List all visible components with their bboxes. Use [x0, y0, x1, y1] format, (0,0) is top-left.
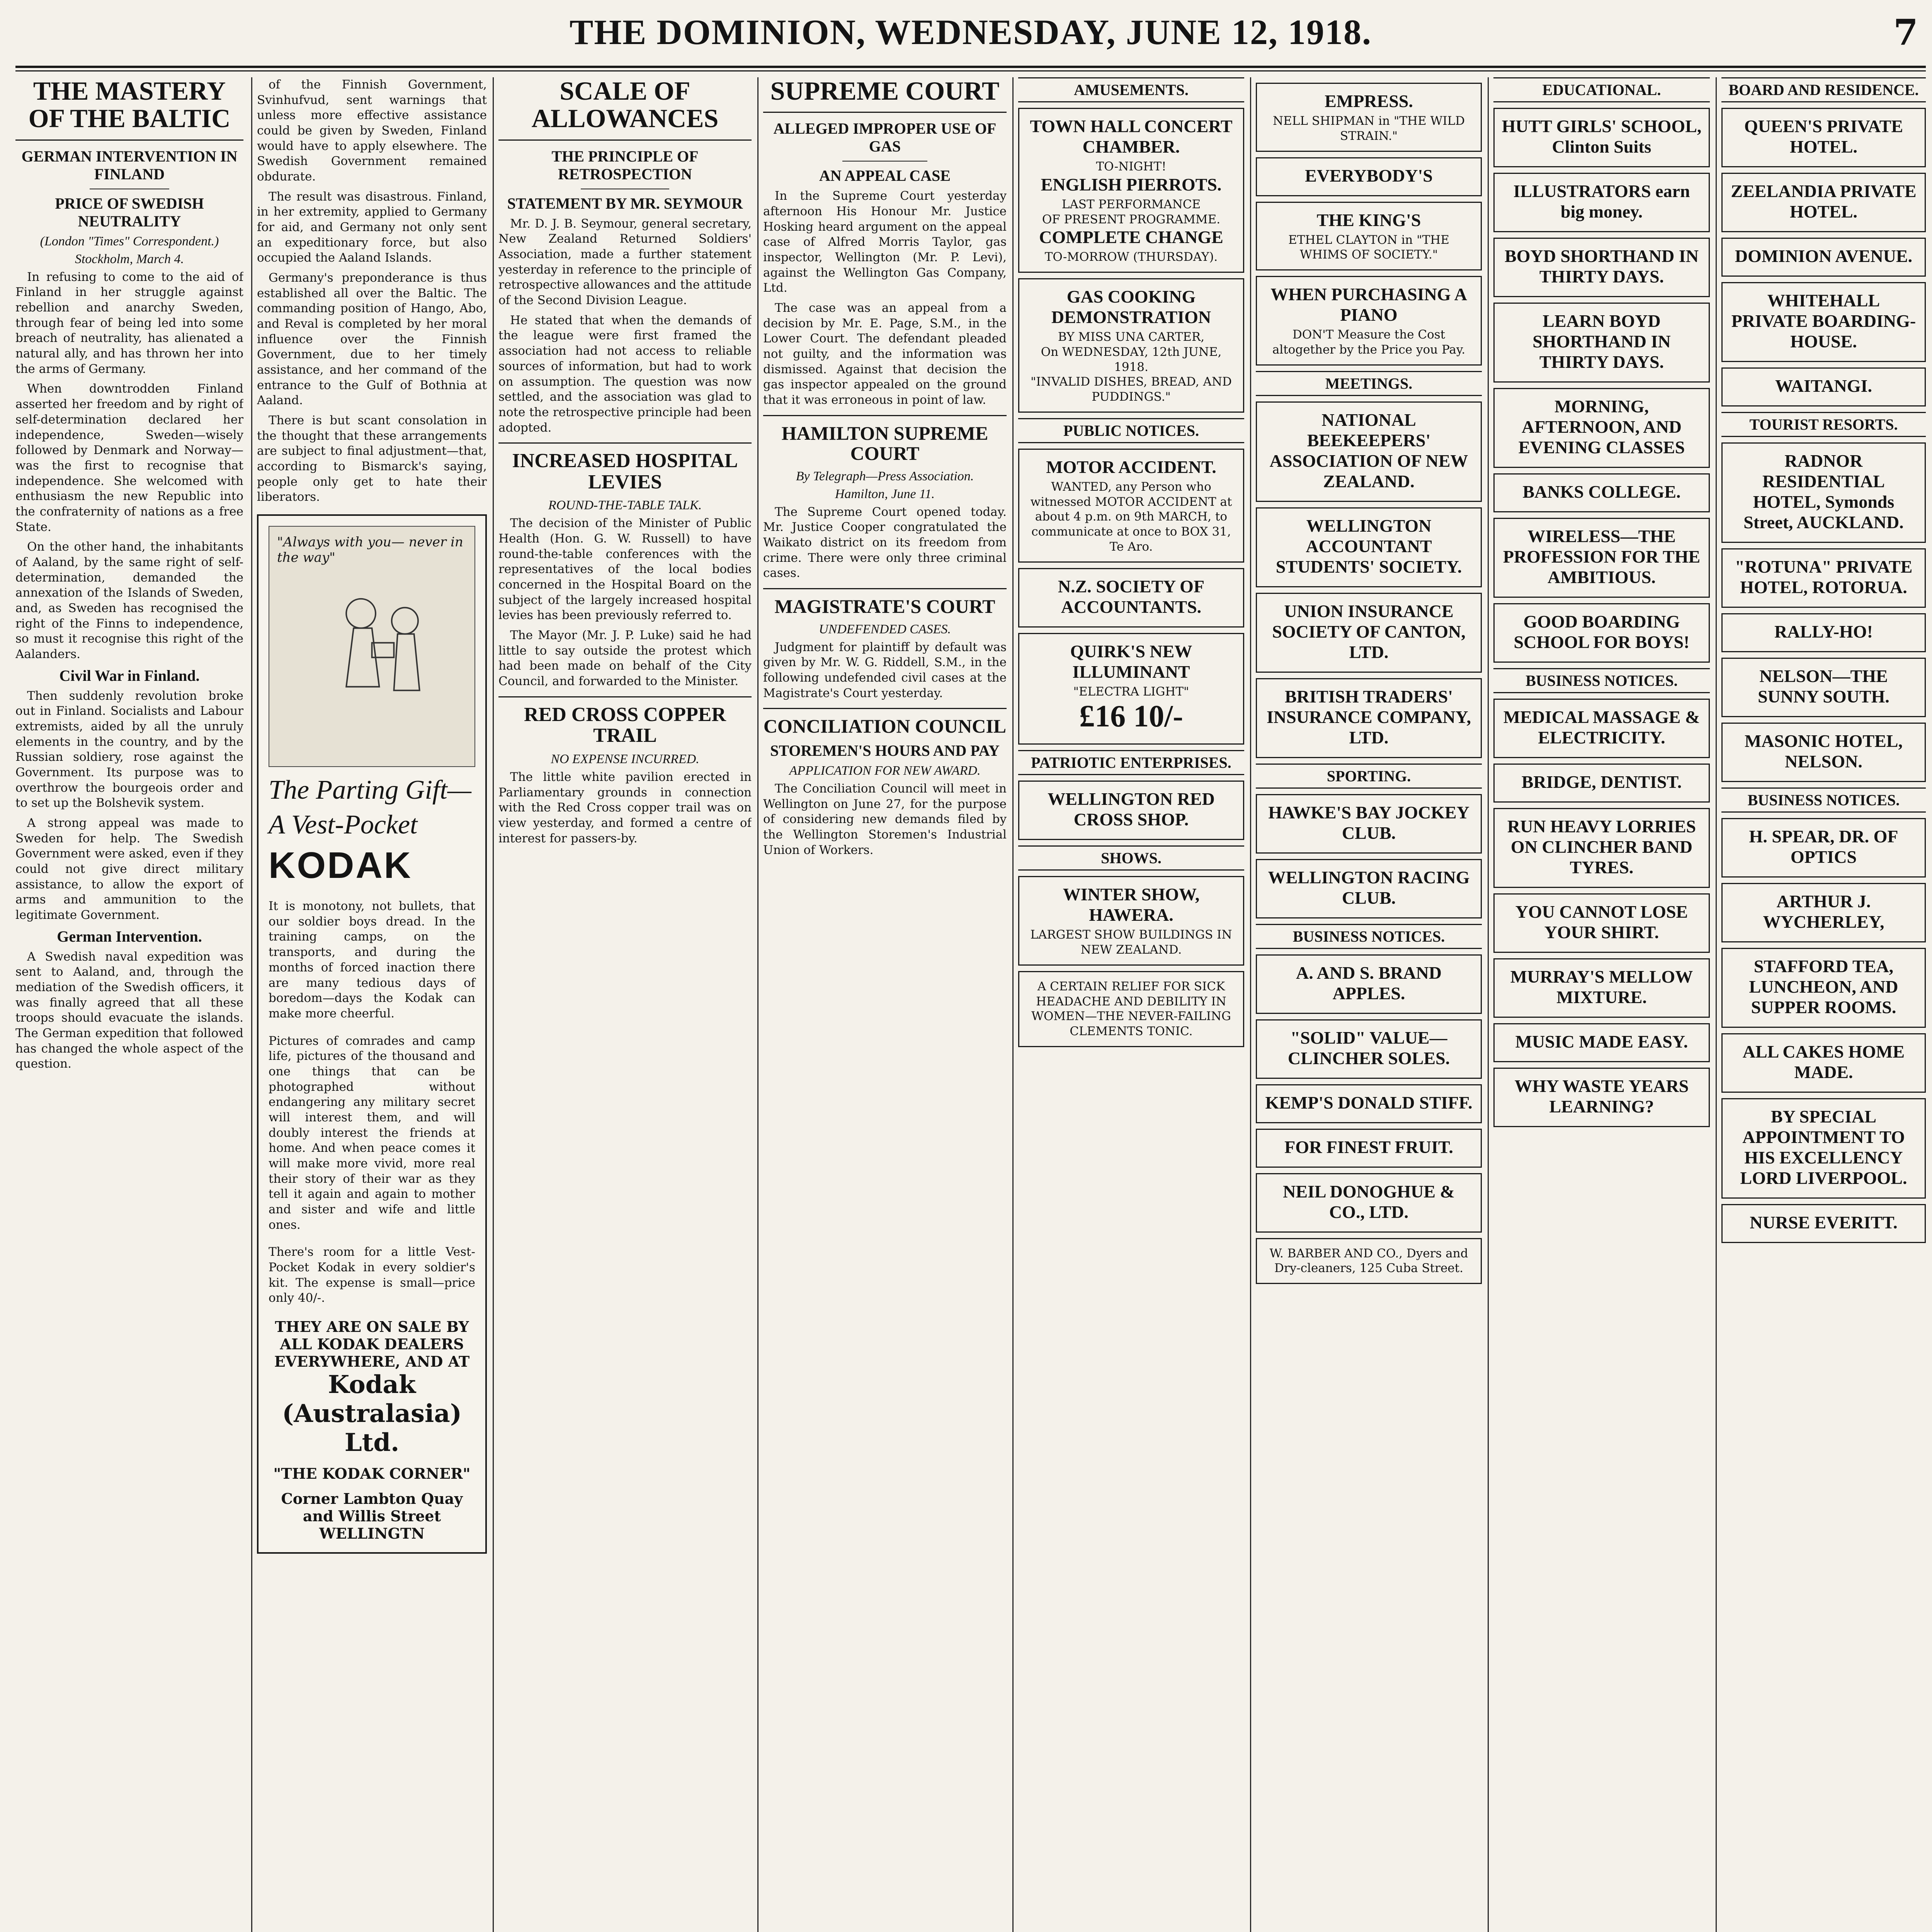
dentist-ad: BRIDGE, DENTIST. [1493, 764, 1710, 803]
radnor-ad: RADNOR RESIDENTIAL HOTEL, Symonds Street, AUCKLAND. [1721, 442, 1926, 543]
headline-hamilton: HAMILTON SUPREME COURT [781, 422, 988, 464]
motor-accident-notice: MOTOR ACCIDENT. WANTED, any Person who witnessed MOTOR ACCIDENT at about 4 p.m. on 9th MARCH, to communicate at once to BOX 31, Te Aro. [1018, 449, 1244, 563]
paragraph: Germany's preponderance is thus established all over the Baltic. The commanding position of Hango, Abo, and Reval is completed by her moral influence over the Finnish Government, due to her timely assistance, and her command of the entrance to the Gulf of Bothnia at Aaland. [257, 271, 487, 408]
apples-ad: A. AND S. BRAND APPLES. [1256, 954, 1482, 1014]
section-sporting: SPORTING. [1256, 764, 1482, 789]
column-rule [1716, 77, 1717, 1932]
kemps-ad: KEMP'S DONALD STIFF. [1256, 1084, 1482, 1123]
beekeepers-notice: NATIONAL BEEKEEPERS' ASSOCIATION OF NEW ZEALAND. [1256, 401, 1482, 502]
kodak-sale: THEY ARE ON SALE BY ALL KODAK DEALERS EVERYWHERE, AND AT [274, 1318, 470, 1370]
barber-ad: W. BARBER AND CO., Dyers and Dry-cleaners, 125 Cuba Street. [1256, 1238, 1482, 1284]
optics-ad: H. SPEAR, DR. OF OPTICS [1721, 818, 1926, 878]
paragraph: When downtrodden Finland asserted her freedom and by right of self-determination declared her independence, Sweden—wisely followed by Denmark and Norway—was the first to recognise that independence. She welcomed with enthusiasm the new Republic into the confraternity of nations as a free State. [15, 382, 243, 534]
masthead [15, 8, 1926, 68]
empress-ad: EMPRESS. NELL SHIPMAN in "THE WILD STRAIN." [1256, 83, 1482, 152]
page-number: 7 [1893, 12, 1918, 53]
red-cross-shop-ad: WELLINGTON RED CROSS SHOP. [1018, 781, 1244, 840]
section-tourist: TOURIST RESORTS. [1721, 412, 1926, 437]
subhead-storemen: STOREMEN'S HOURS AND PAY [770, 742, 1000, 759]
piano-ad: WHEN PURCHASING A PIANO DON'T Measure the Cost altogether by the Price you Pay. [1256, 276, 1482, 366]
paragraph: Judgment for plaintiff by default was given by Mr. W. G. Riddell, S.M., in the following undefended civil cases at the Magistrate's Court yesterday. [763, 640, 1007, 700]
zeelandia-ad: ZEELANDIA PRIVATE HOTEL. [1721, 173, 1926, 232]
column-cinema-meetings [1256, 77, 1482, 1932]
paragraph: of the Finnish Government, Svinhufvud, sent warnings that unless more effective assistance could be given by Sweden, Finland would have to apply elsewhere. The Swedish Government remained obdurate. [257, 78, 487, 184]
headline-allowances: SCALE OF ALLOWANCES [531, 77, 719, 133]
locksmith-ad: ARTHUR J. WYCHERLEY, [1721, 883, 1926, 942]
learn-boyd-ad: LEARN BOYD SHORTHAND IN THIRTY DAYS. [1493, 303, 1710, 383]
newspaper-title: THE DOMINION, WEDNESDAY, JUNE 12, 1918. [570, 12, 1372, 52]
kodak-subtitle: A Vest-Pocket [269, 810, 418, 840]
section-business: BUSINESS NOTICES. [1256, 924, 1482, 949]
section-business-2: BUSINESS NOTICES. [1493, 668, 1710, 693]
column-baltic-continued [257, 77, 487, 1932]
kodak-paragraph: It is monotony, not bullets, that our soldier boys dread. In the training camps, on the transports, and during the months of forced inaction there are many tedious days of boredom—days the Kodak can make more cheerful. [269, 899, 475, 1020]
paragraph: Then suddenly revolution broke out in Finland. Socialists and Labour extremists, aided by all the unruly elements in the country, and by the Russian soldiery, rose against the Government. Its purpose was to overthrow the bourgeois order and to set up the Bolshevik system. [15, 689, 243, 810]
headline-supreme-court: SUPREME COURT [770, 77, 1000, 105]
subhead-new-award: APPLICATION FOR NEW AWARD. [789, 763, 981, 778]
rotorua-ad: "ROTUNA" PRIVATE HOTEL, ROTORUA. [1721, 548, 1926, 608]
kings-ad: THE KING'S ETHEL CLAYTON in "THE WHIMS OF SOCIETY." [1256, 202, 1482, 271]
dateline: Stockholm, March 4. [75, 252, 184, 266]
section-board: BOARD AND RESIDENCE. [1721, 77, 1926, 102]
paragraph: The Conciliation Council will meet in Wellington on June 27, for the purpose of considering new demands filed by the Wellington Storemen's Industrial Union of Workers. [763, 781, 1007, 857]
kodak-advertisement [257, 514, 487, 1554]
paragraph: In refusing to come to the aid of Finland in her struggle against rebellion and anarchy Sweden, through fear of being led into some breach of neutrality, has alienated a natural ally, and has thrown her into the arms of Germany. [15, 270, 243, 376]
column-board-residence [1721, 77, 1926, 1932]
paragraph: The Mayor (Mr. J. P. Luke) said he had little to say outside the protest which had been made on behalf of the City Council, and forwarded to the Minister. [498, 628, 752, 689]
shirt-ad: YOU CANNOT LOSE YOUR SHIRT. [1493, 893, 1710, 953]
clincher-soles-ad: "SOLID" VALUE— CLINCHER SOLES. [1256, 1019, 1482, 1079]
paragraph: Mr. D. J. B. Seymour, general secretary, New Zealand Returned Soldiers' Association, made a further statement yesterday in reference to the principle of retrospective allowances and the attitude of the Second Division League. [498, 216, 752, 308]
donoghue-ad: NEIL DONOGHUE & CO., LTD. [1256, 1173, 1482, 1233]
winter-show-ad: WINTER SHOW, HAWERA. LARGEST SHOW BUILDINGS IN NEW ZEALAND. [1018, 876, 1244, 966]
tyres-ad: RUN HEAVY LORRIES ON CLINCHER BAND TYRES. [1493, 808, 1710, 888]
headline-conciliation: CONCILIATION COUNCIL [763, 715, 1007, 737]
masthead-rule [15, 70, 1926, 71]
tea-rooms-ad: STAFFORD TEA, LUNCHEON, AND SUPPER ROOMS. [1721, 948, 1926, 1028]
column-rule [1250, 77, 1251, 1932]
paragraph: In the Supreme Court yesterday afternoon His Honour Mr. Justice Hosking heard argument on the appeal case of Alfred Morris Taylor, gas inspector, Wellington (Mr. P. Levi), against the Wellington Gas Company, Ltd. [763, 189, 1007, 295]
learning-ad: WHY WASTE YEARS LEARNING? [1493, 1068, 1710, 1127]
everybodys-ad: EVERYBODY'S [1256, 157, 1482, 196]
paragraph: There is but scant consolation in the thought that these arrangements are subject to final adjustment—that, according to Bismarck's saying, people only get to hate their liberators. [257, 413, 487, 504]
subhead-german-intervention: GERMAN INTERVENTION IN FINLAND [21, 147, 238, 183]
headline-red-cross: RED CROSS COPPER TRAIL [524, 703, 726, 747]
column-baltic [15, 77, 243, 1932]
subhead-no-expense: NO EXPENSE INCURRED. [551, 752, 699, 766]
banks-college-ad: BANKS COLLEGE. [1493, 473, 1710, 512]
section-shows: SHOWS. [1018, 845, 1244, 871]
british-traders-notice: BRITISH TRADERS' INSURANCE COMPANY, LTD. [1256, 678, 1482, 758]
column-amusements [1018, 77, 1244, 1932]
town-hall-ad: TOWN HALL CONCERT CHAMBER. TO-NIGHT! ENGLISH PIERROTS. LAST PERFORMANCE OF PRESENT PROGRAMME. COMPLETE CHANGE TO-MORROW (THURSDAY). [1018, 108, 1244, 273]
kodak-company: Kodak (Australasia) Ltd. [282, 1370, 462, 1457]
press-association: By Telegraph—Press Association. [796, 469, 974, 483]
cakes-ad: ALL CAKES HOME MADE. [1721, 1033, 1926, 1093]
kodak-address: Corner Lambton Quay and Willis Street WELLINGTN [281, 1490, 463, 1542]
subhead-german: German Intervention. [57, 927, 202, 945]
tobacco-ad: MURRAY'S MELLOW MIXTURE. [1493, 958, 1710, 1018]
masonic-ad: MASONIC HOTEL, NELSON. [1721, 723, 1926, 782]
paragraph: On the other hand, the inhabitants of Aaland, by the same right of self-determination, demanded the annexation of the Islands of Sweden, and, as Sweden has recognised the right of the Finns to independence, so must it recognise this right of the Aalanders. [15, 540, 243, 661]
waitangi-ad: WAITANGI. [1721, 367, 1926, 406]
paragraph: He stated that when the demands of the league were first framed the association had not access to reliable sources of information, but had to work on assumption. The question was now settled, and the association was glad to note the retrospective principle had been adopted. [498, 313, 752, 435]
hutt-school-ad: HUTT GIRLS' SCHOOL, Clinton Suits [1493, 108, 1710, 167]
nelson-ad: NELSON—THE SUNNY SOUTH. [1721, 658, 1926, 717]
boyd-shorthand-ad: BOYD SHORTHAND IN THIRTY DAYS. [1493, 238, 1710, 297]
section-public-notices: PUBLIC NOTICES. [1018, 418, 1244, 443]
paragraph: The result was disastrous. Finland, in her extremity, applied to Germany for aid, and Germany not only sent an expeditionary force, but also occupied the Aaland Islands. [257, 189, 487, 265]
accountants-notice: N.Z. SOCIETY OF ACCOUNTANTS. [1018, 568, 1244, 628]
headline-magistrate: MAGISTRATE'S COURT [774, 595, 995, 617]
paragraph: A strong appeal was made to Sweden for help. The Swedish Government were asked, even if they could not give direct military assistance, to allow the export of arms and ammunition to the legitimate Government. [15, 816, 243, 922]
paragraph: The little white pavilion erected in Parliamentary grounds in connection with the Red Cross copper trail was on view yesterday, and formed a centre of interest for passers-by. [498, 770, 752, 845]
boarding-school-ad: GOOD BOARDING SCHOOL FOR BOYS! [1493, 603, 1710, 663]
paragraph: The case was an appeal from a decision by Mr. E. Page, S.M., in the Lower Court. The defendant pleaded not guilty, and the information was dismissed. Against that decision the gas inspector appealed on the ground that it was erroneous in point of law. [763, 301, 1007, 407]
wireless-ad: WIRELESS—THE PROFESSION FOR THE AMBITIOUS. [1493, 518, 1710, 598]
nurse-ad: NURSE EVERITT. [1721, 1204, 1926, 1243]
soldiers-illustration [269, 526, 475, 767]
section-educational: EDUCATIONAL. [1493, 77, 1710, 102]
kodak-paragraph: There's room for a little Vest-Pocket Kodak in every soldier's kit. The expense is small—price only 40/-. [269, 1245, 475, 1305]
subhead-retrospection: THE PRINCIPLE OF RETROSPECTION [551, 147, 699, 183]
massage-ad: MEDICAL MASSAGE & ELECTRICITY. [1493, 699, 1710, 758]
column-allowances [498, 77, 752, 1932]
dateline: Hamilton, June 11. [835, 486, 935, 501]
section-amusements: AMUSEMENTS. [1018, 77, 1244, 102]
kodak-corner: "THE KODAK CORNER" [273, 1464, 471, 1482]
column-rule [1012, 77, 1014, 1932]
paragraph: The decision of the Minister of Public Health (Hon. G. W. Russell) to have round-the-table conferences with the representatives of the local bodies concerned in the Hospital Board on the subject of the largely increased hospital levies has been previously referred to. [498, 516, 752, 622]
kodak-title: The Parting Gift— [269, 775, 472, 805]
section-patriotic: PATRIOTIC ENTERPRISES. [1018, 750, 1244, 775]
headline-hospital-levies: INCREASED HOSPITAL LEVIES [512, 450, 738, 493]
hawkes-bay-notice: HAWKE'S BAY JOCKEY CLUB. [1256, 794, 1482, 854]
kodak-paragraph: Pictures of comrades and camp life, pictures of the thousand and one things that can be photographed without endangering any military secret will interest them, and will doubly interest the friends at home. And when peace comes it will make more vivid, more real their story of their war as they tell it again and again to mother and sister and wife and little ones. [269, 1034, 475, 1232]
subhead-round-table: ROUND-THE-TABLE TALK. [548, 498, 702, 513]
queens-hotel-ad: QUEEN'S PRIVATE HOTEL. [1721, 108, 1926, 167]
paragraph: The Supreme Court opened today. Mr. Justice Cooper congratulated the Waikato district on its freedom from crime. There were only three criminal cases. [763, 505, 1007, 580]
rallyho-ad: RALLY-HO! [1721, 613, 1926, 652]
accountant-students-notice: WELLINGTON ACCOUNTANT STUDENTS' SOCIETY. [1256, 507, 1482, 587]
subhead-civil-war: Civil War in Finland. [59, 667, 200, 684]
gas-cooking-ad: GAS COOKING DEMONSTRATION BY MISS UNA CARTER, On WEDNESDAY, 12th JUNE, 1918. "INVALID DISHES, BREAD, AND PUDDINGS." [1018, 278, 1244, 413]
column-rule [757, 77, 759, 1932]
clements-tonic-ad: A CERTAIN RELIEF FOR SICK HEADACHE AND DEBILITY IN WOMEN—THE NEVER-FAILING CLEMENTS TONIC. [1018, 971, 1244, 1047]
column-educational [1493, 77, 1710, 1932]
racing-club-notice: WELLINGTON RACING CLUB. [1256, 859, 1482, 918]
quirks-ad: QUIRK'S NEW ILLUMINANT "ELECTRA LIGHT" £16 10/- [1018, 633, 1244, 745]
column-rule [493, 77, 494, 1932]
subhead-seymour: STATEMENT BY MR. SEYMOUR [507, 194, 743, 212]
column-rule [251, 77, 252, 1932]
subhead-neutrality: PRICE OF SWEDISH NEUTRALITY [55, 194, 204, 230]
subhead-undefended: UNDEFENDED CASES. [819, 622, 951, 636]
appointment-ad: BY SPECIAL APPOINTMENT TO HIS EXCELLENCY LORD LIVERPOOL. [1721, 1098, 1926, 1199]
dominion-avenue-ad: DOMINION AVENUE. [1721, 238, 1926, 277]
music-ad: MUSIC MADE EASY. [1493, 1023, 1710, 1062]
headline-baltic: THE MASTERY OF THE BALTIC [28, 77, 231, 133]
illustration-caption: "Always with you— never in the way" [277, 534, 463, 566]
section-meetings: MEETINGS. [1256, 371, 1482, 396]
column-rule [1488, 77, 1489, 1932]
subhead-appeal: AN APPEAL CASE [819, 167, 951, 185]
column-courts [763, 77, 1007, 1932]
paragraph: A Swedish naval expedition was sent to Aaland, and, through the mediation of the Swedish officers, it was finally agreed that all these troops should evacuate the islands. The German expedition that followed has changed the whole aspect of the question. [15, 949, 243, 1071]
subhead-gas: ALLEGED IMPROPER USE OF GAS [773, 120, 997, 155]
illustrators-ad: ILLUSTRATORS earn big money. [1493, 173, 1710, 232]
union-insurance-notice: UNION INSURANCE SOCIETY OF CANTON, LTD. [1256, 593, 1482, 673]
section-business-3: BUSINESS NOTICES. [1721, 787, 1926, 813]
classes-ad: MORNING, AFTERNOON, AND EVENING CLASSES [1493, 388, 1710, 468]
credit: (London "Times" Correspondent.) [40, 234, 219, 248]
fruit-ad: FOR FINEST FRUIT. [1256, 1129, 1482, 1168]
whitehall-ad: WHITEHALL PRIVATE BOARDING-HOUSE. [1721, 282, 1926, 362]
kodak-brand: KODAK [269, 845, 412, 886]
